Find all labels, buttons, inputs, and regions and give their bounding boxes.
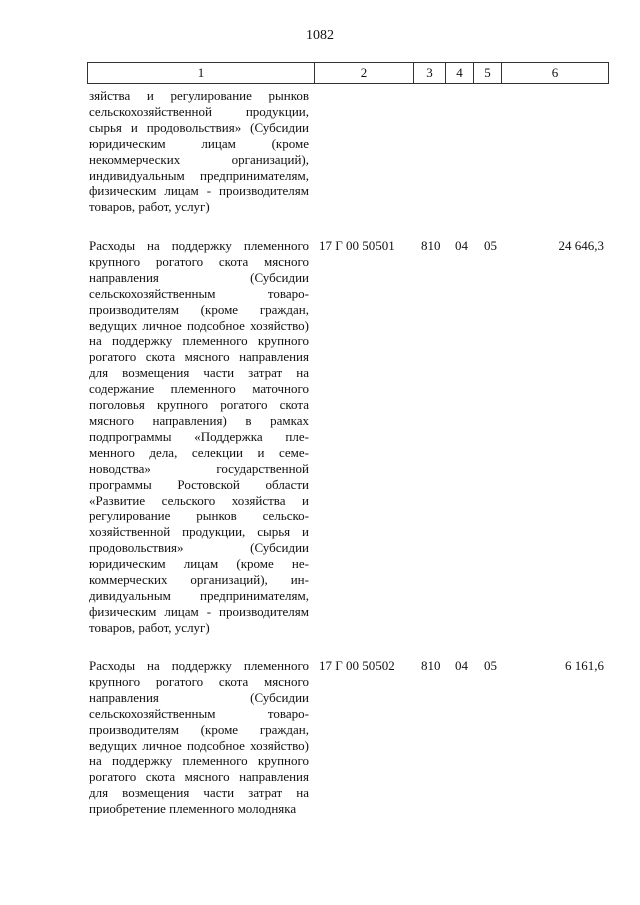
header-col-5: 5 xyxy=(474,63,502,83)
row-subsection: 05 xyxy=(484,238,497,253)
row-section: 04 xyxy=(455,658,468,673)
row-subsection: 05 xyxy=(484,658,497,673)
header-col-4: 4 xyxy=(446,63,474,83)
row-expense-type: 810 xyxy=(421,238,441,253)
header-col-2: 2 xyxy=(315,63,414,83)
page-number: 1082 xyxy=(306,28,334,43)
row-expense-type: 810 xyxy=(421,658,441,673)
row-amount: 24 646,3 xyxy=(558,238,604,253)
table-header xyxy=(87,62,609,84)
row-description: зяйства и регулирование рынков сельскохозяйственной продукции, сырья и продовольствия» (Субсидии юридическим лицам (кроме некоммерческих организаций), индивидуальным предпринимателям, физическим лицам - производителям товаров, работ, услуг) xyxy=(89,88,309,215)
row-target-code: 17 Г 00 50501 xyxy=(319,238,395,253)
row-description: Расходы на поддержку племенного крупного рогатого скота мясного направления (Субсидии сельскохозяйственным товаропроизводителям (кроме граждан, ведущих личное подсобное хозяйство) на поддержку племенного крупного рогатого скота мясного направления для возмещения части затрат на приобретение племенного молодняка xyxy=(89,658,309,817)
header-col-1: 1 xyxy=(88,63,315,83)
row-target-code: 17 Г 00 50502 xyxy=(319,658,395,673)
row-amount: 6 161,6 xyxy=(565,658,604,673)
header-col-6: 6 xyxy=(551,65,559,80)
header-col-3: 3 xyxy=(414,63,446,83)
row-section: 04 xyxy=(455,238,468,253)
row-description: Расходы на поддержку племенного крупного рогатого скота мясного направления (Субсидии сельскохозяйственным товаропроизводителям (кроме граждан, ведущих личное подсобное хозяйство) на поддержку племенного крупного рогатого скота мясного направления для возмещения части затрат на содержание племенного маточного поголовья крупного рогатого скота мясного направления) в рамках подпрограммы «Поддержка племенного дела, селекции и семеноводства» государственной программы Ростовской области «Развитие сельского хозяйства и регулирование рынков сельскохозяйственной продукции, сырья и продовольствия» (Субсидии юридическим лицам (кроме некоммерческих организаций), индивидуальным предпринимателям, физическим лицам - производителям товаров, работ, услуг) xyxy=(89,238,309,635)
